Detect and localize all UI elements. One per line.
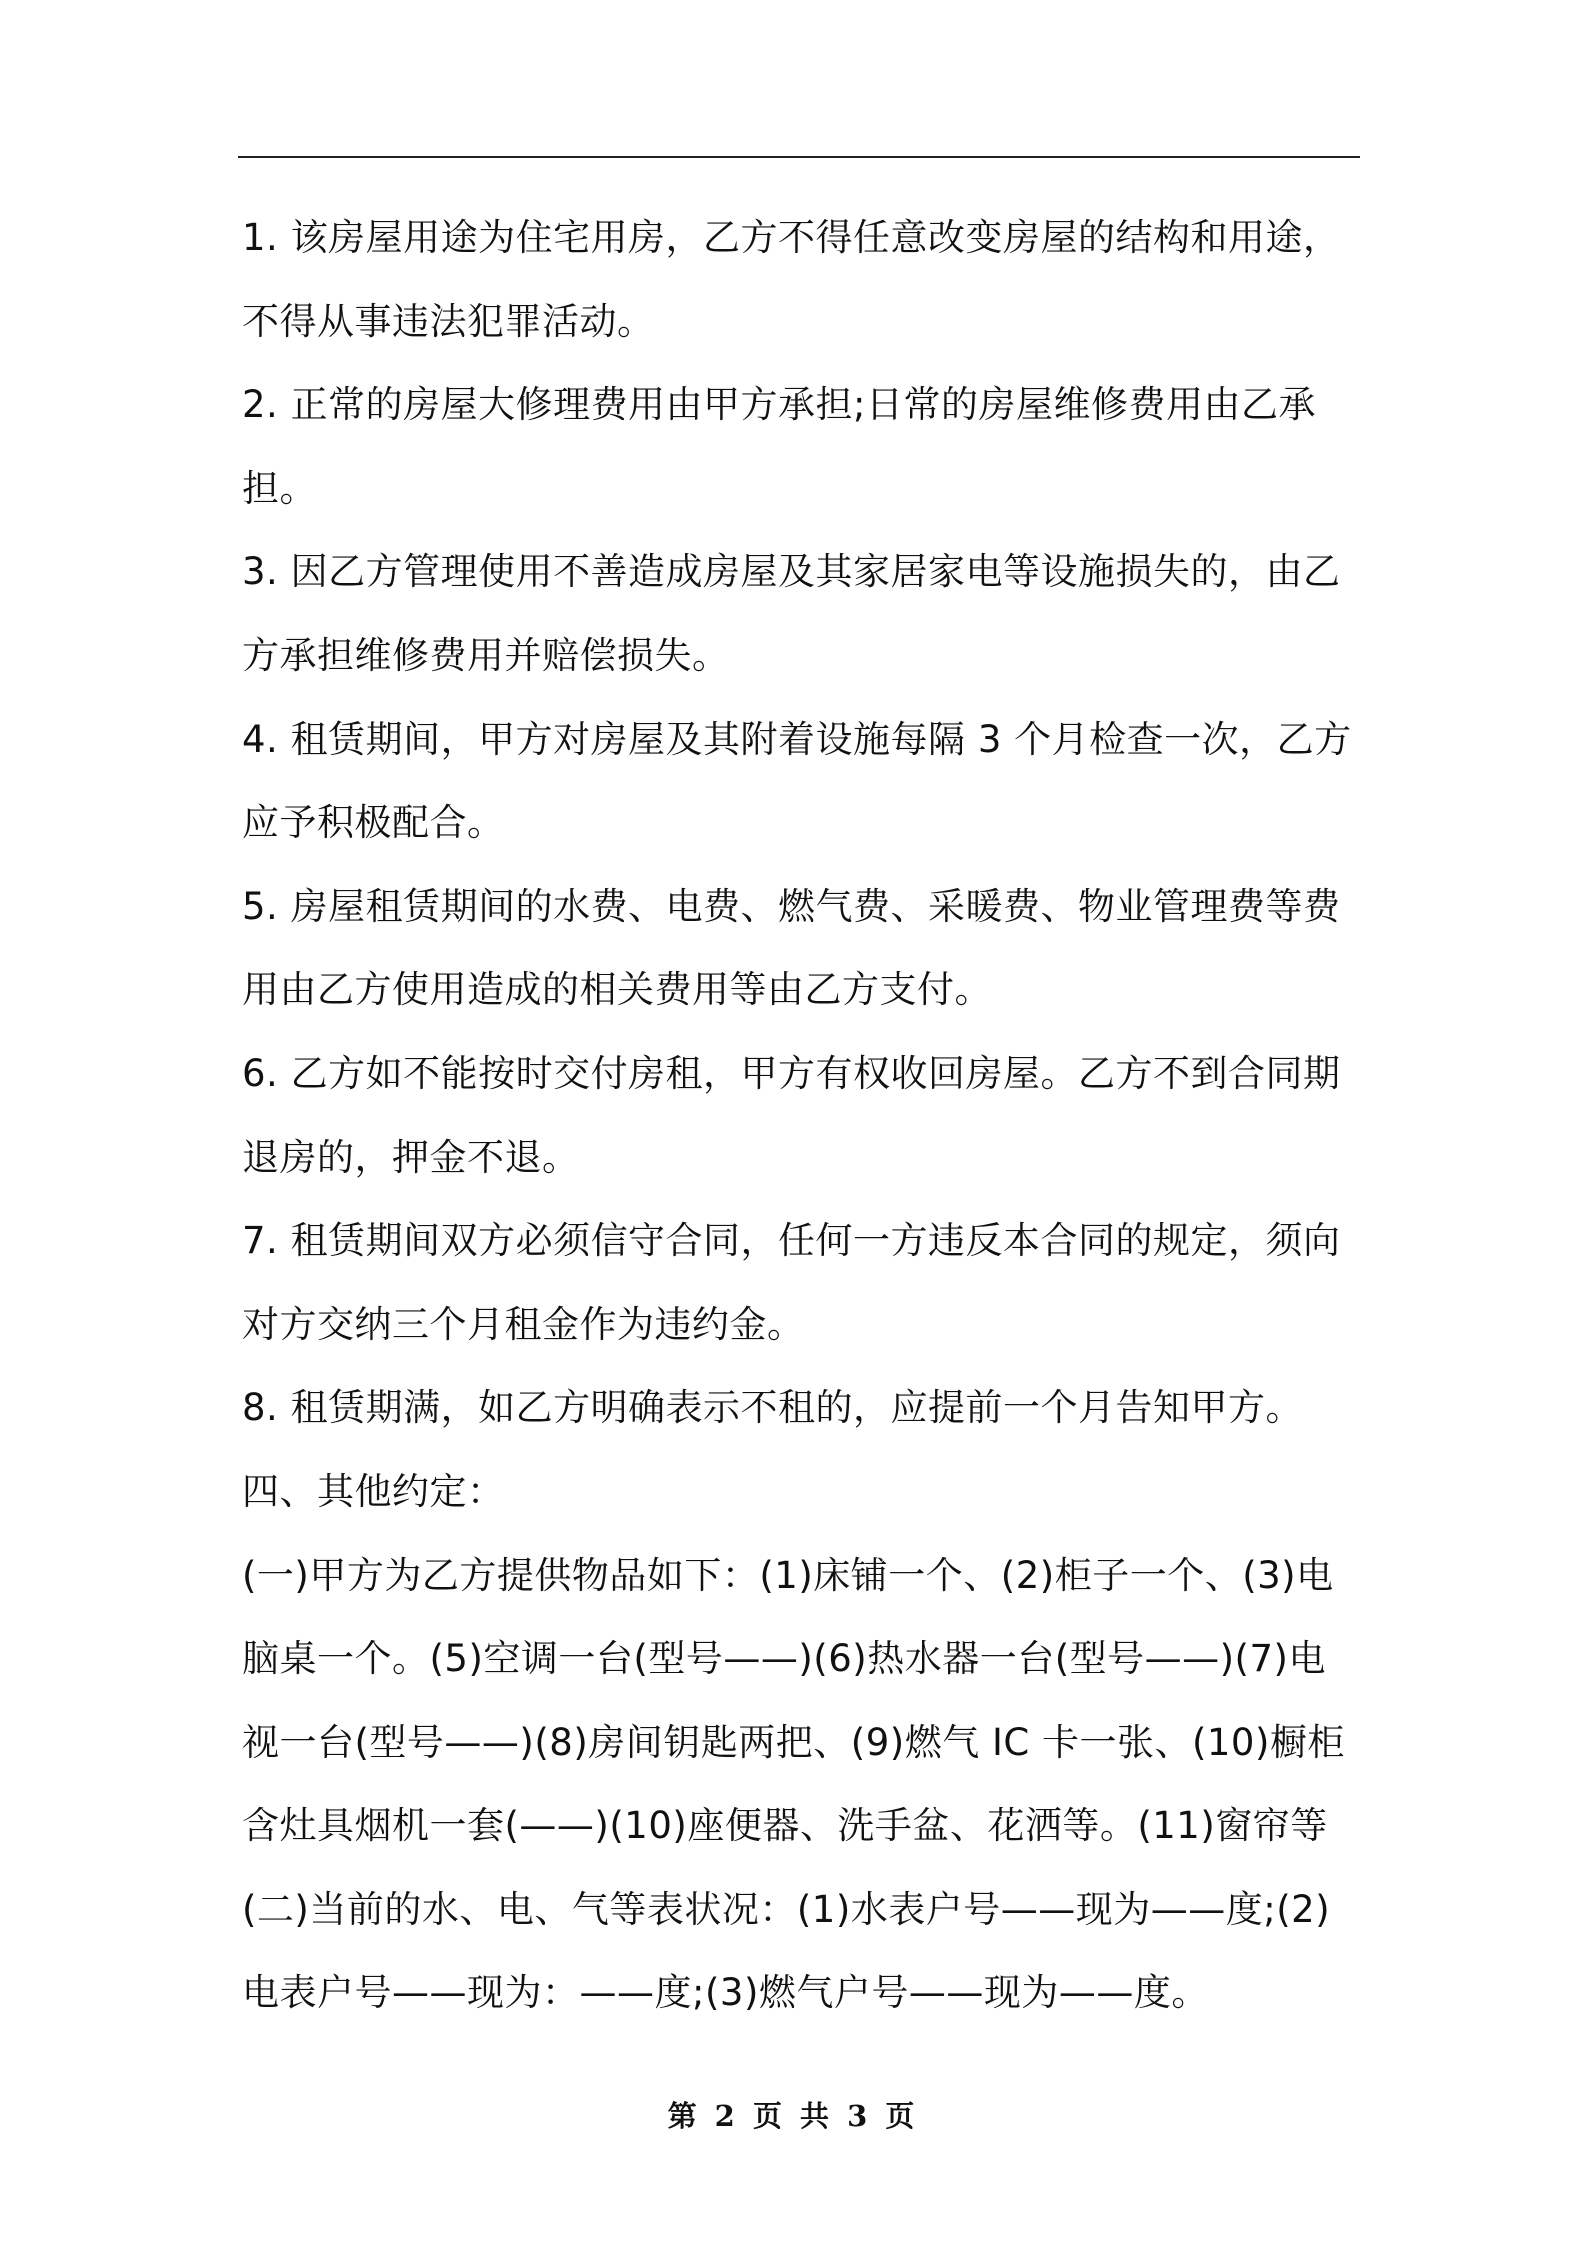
paragraph-clause-8: 8. 租赁期满，如乙方明确表示不租的，应提前一个月告知甲方。	[242, 1386, 1304, 1430]
paragraph-provided-items: (一)甲方为乙方提供物品如下：(1)床铺一个、(2)柜子一个、(3)电脑桌一个。(5)空调一台(型号——)(6)热水器一台(型号——)(7)电视一台(型号——)(8)房间钥匙两把、(9)燃气 IC 卡一张、(10)橱柜含灶具烟机一套(——)(10)座便器、洗手盆、花洒等。(11)窗帘等	[242, 1553, 1345, 1848]
paragraph-clause-3: 3. 因乙方管理使用不善造成房屋及其家居家电等设施损失的，由乙方承担维修费用并赔偿损失。	[242, 550, 1341, 677]
paragraph-meter-status: (二)当前的水、电、气等表状况：(1)水表户号——现为——度;(2)电表户号——现为：——度;(3)燃气户号——现为——度。	[242, 1887, 1331, 2015]
section-heading-other-agreements: 四、其他约定：	[242, 1469, 505, 1513]
paragraph-clause-4: 4. 租赁期间，甲方对房屋及其附着设施每隔 3 个月检查一次，乙方应予积极配合。	[242, 717, 1352, 845]
paragraph-clause-7: 7. 租赁期间双方必须信守合同，任何一方违反本合同的规定，须向对方交纳三个月租金作为违约金。	[242, 1219, 1341, 1346]
paragraph-clause-2: 2. 正常的房屋大修理费用由甲方承担;日常的房屋维修费用由乙承担。	[242, 383, 1317, 510]
header-rule	[238, 156, 1360, 158]
page-number-footer: 第 2 页 共 3 页	[667, 2099, 919, 2133]
paragraph-clause-1: 1. 该房屋用途为住宅用房，乙方不得任意改变房屋的结构和用途，不得从事违法犯罪活动。	[242, 216, 1341, 343]
paragraph-clause-5: 5. 房屋租赁期间的水费、电费、燃气费、采暖费、物业管理费等费用由乙方使用造成的相关费用等由乙方支付。	[242, 884, 1341, 1012]
paragraph-clause-6: 6. 乙方如不能按时交付房租，甲方有权收回房屋。乙方不到合同期退房的，押金不退。	[242, 1051, 1341, 1179]
document-body	[242, 196, 1360, 2035]
